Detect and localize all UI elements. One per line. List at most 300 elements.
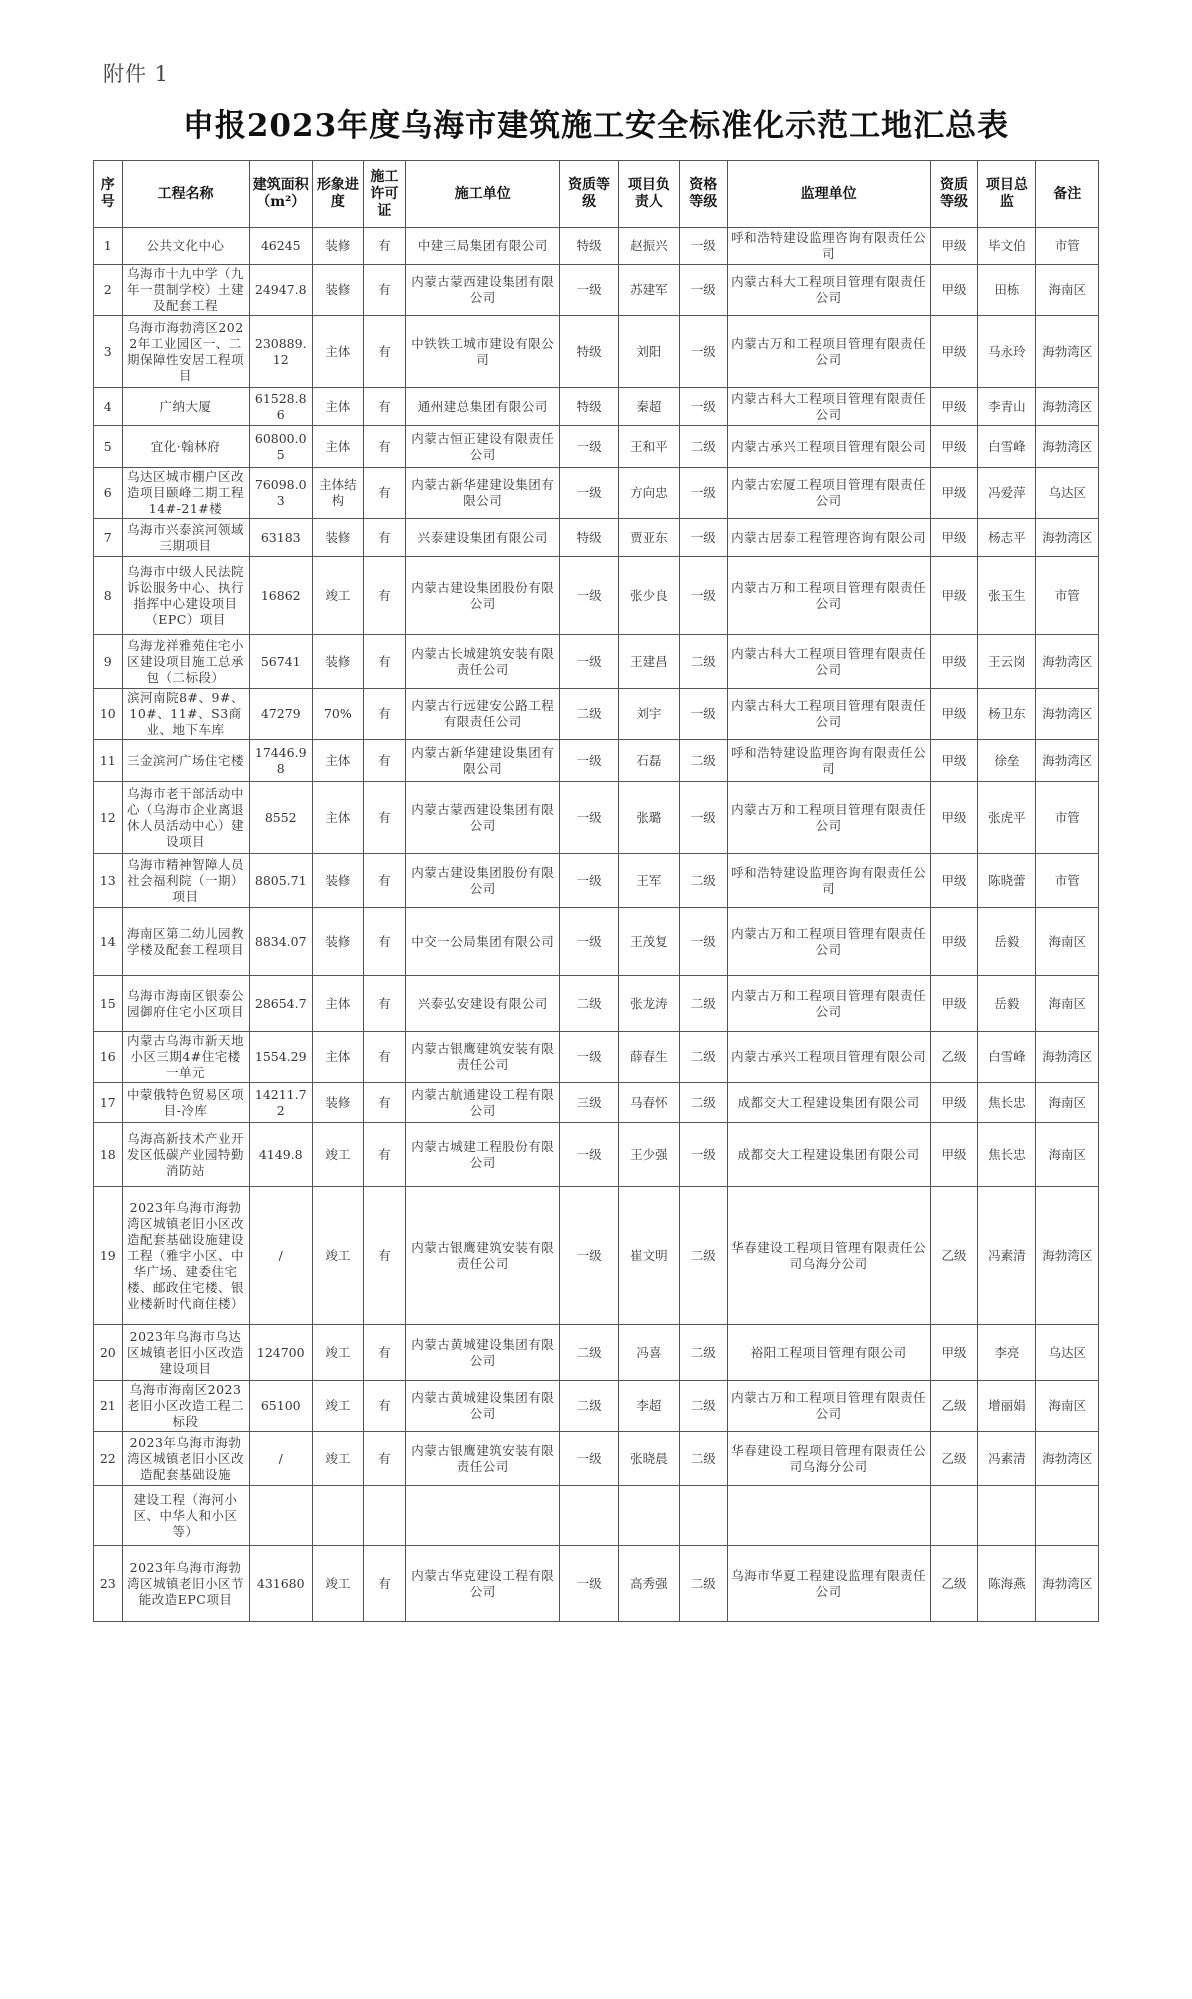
table-cell: 甲级: [930, 635, 978, 689]
table-cell: 二级: [680, 1381, 728, 1432]
col-header: 资格等级: [680, 161, 728, 228]
table-cell: 18: [94, 1123, 123, 1187]
table-cell: 内蒙古华克建设工程有限公司: [406, 1546, 560, 1622]
table-cell: 二级: [680, 1032, 728, 1083]
table-cell: 乌海市十九中学（九年一贯制学校）土建及配套工程: [122, 265, 249, 316]
table-cell: 10: [94, 689, 123, 740]
table-cell: 竣工: [312, 1432, 363, 1486]
table-cell: 有: [363, 1432, 405, 1486]
table-cell: 成都交大工程建设集团有限公司: [727, 1123, 930, 1187]
table-cell: 内蒙古银鹰建筑安装有限责任公司: [406, 1032, 560, 1083]
table-cell: 内蒙古万和工程项目管理有限责任公司: [727, 557, 930, 635]
table-cell: 乌海市精神智障人员社会福利院（一期）项目: [122, 854, 249, 908]
table-cell: [363, 1486, 405, 1546]
table-cell: 有: [363, 557, 405, 635]
table-cell: 中铁铁工城市建设有限公司: [406, 316, 560, 388]
col-header: 建筑面积（m²）: [249, 161, 312, 228]
table-cell: 甲级: [930, 426, 978, 468]
table-cell: 有: [363, 1325, 405, 1381]
col-header: 工程名称: [122, 161, 249, 228]
table-cell: 市管: [1036, 228, 1099, 265]
table-cell: 一级: [560, 265, 618, 316]
table-cell: 有: [363, 468, 405, 519]
table-cell: 岳毅: [978, 908, 1036, 976]
table-row: [94, 635, 1099, 689]
table-cell: 陈海燕: [978, 1546, 1036, 1622]
table-cell: 一级: [560, 468, 618, 519]
table-cell: 华春建设工程项目管理有限责任公司乌海分公司: [727, 1432, 930, 1486]
table-cell: 7: [94, 519, 123, 557]
table-cell: 一级: [680, 316, 728, 388]
table-cell: 海勃湾区: [1036, 426, 1099, 468]
table-cell: 甲级: [930, 388, 978, 426]
table-cell: 4: [94, 388, 123, 426]
table-cell: 甲级: [930, 782, 978, 854]
table-cell: 63183: [249, 519, 312, 557]
table-cell: 20: [94, 1325, 123, 1381]
table-cell: 裕阳工程项目管理有限公司: [727, 1325, 930, 1381]
table-cell: 石磊: [618, 740, 679, 782]
table-cell: 一级: [680, 265, 728, 316]
table-cell: 三级: [560, 1083, 618, 1123]
table-cell: 有: [363, 908, 405, 976]
table-cell: 内蒙古建设集团股份有限公司: [406, 854, 560, 908]
table-cell: 刘阳: [618, 316, 679, 388]
table-cell: 内蒙古行远建安公路工程有限责任公司: [406, 689, 560, 740]
table-cell: 内蒙古新华建建设集团有限公司: [406, 740, 560, 782]
table-row: [94, 265, 1099, 316]
table-cell: 一级: [680, 1123, 728, 1187]
table-cell: 装修: [312, 519, 363, 557]
table-cell: 乌海市海南区银泰公园御府住宅小区项目: [122, 976, 249, 1032]
table-row: [94, 468, 1099, 519]
table-cell: 6: [94, 468, 123, 519]
table-cell: 甲级: [930, 854, 978, 908]
table-row: [94, 228, 1099, 265]
table-cell: 李青山: [978, 388, 1036, 426]
table-cell: 二级: [680, 976, 728, 1032]
col-header: 施工许可证: [363, 161, 405, 228]
table-cell: 市管: [1036, 557, 1099, 635]
table-cell: 装修: [312, 1083, 363, 1123]
table-cell: 海南区: [1036, 1381, 1099, 1432]
table-cell: 内蒙古科大工程项目管理有限责任公司: [727, 689, 930, 740]
table-cell: 一级: [560, 1123, 618, 1187]
table-cell: 贾亚东: [618, 519, 679, 557]
table-cell: 海勃湾区: [1036, 1432, 1099, 1486]
table-cell: 甲级: [930, 265, 978, 316]
table-cell: 有: [363, 228, 405, 265]
summary-table: [93, 160, 1099, 1622]
table-cell: 1: [94, 228, 123, 265]
table-cell: 海勃湾区: [1036, 1546, 1099, 1622]
table-cell: 14211.72: [249, 1083, 312, 1123]
table-cell: 二级: [680, 1546, 728, 1622]
table-cell: 海南区: [1036, 976, 1099, 1032]
table-cell: 中建三局集团有限公司: [406, 228, 560, 265]
table-cell: [930, 1486, 978, 1546]
table-cell: 乌海市兴泰滨河领域三期项目: [122, 519, 249, 557]
table-cell: 王建昌: [618, 635, 679, 689]
table-cell: 8805.71: [249, 854, 312, 908]
table-cell: 高秀强: [618, 1546, 679, 1622]
table-cell: 甲级: [930, 557, 978, 635]
table-cell: 内蒙古蒙西建设集团有限公司: [406, 265, 560, 316]
table-cell: 二级: [680, 1187, 728, 1325]
table-cell: 秦超: [618, 388, 679, 426]
table-cell: 内蒙古银鹰建筑安装有限责任公司: [406, 1187, 560, 1325]
table-cell: 12: [94, 782, 123, 854]
table-cell: 一级: [560, 908, 618, 976]
table-cell: 一级: [680, 782, 728, 854]
table-cell: 2023年乌海市海勃湾区城镇老旧小区节能改造EPC项目: [122, 1546, 249, 1622]
table-cell: 19: [94, 1187, 123, 1325]
table-cell: 成都交大工程建设集团有限公司: [727, 1083, 930, 1123]
table-cell: 呼和浩特建设监理咨询有限责任公司: [727, 854, 930, 908]
table-cell: [618, 1486, 679, 1546]
table-cell: 竣工: [312, 1187, 363, 1325]
table-row: [94, 1123, 1099, 1187]
table-row: [94, 426, 1099, 468]
table-cell: [312, 1486, 363, 1546]
table-cell: 徐垒: [978, 740, 1036, 782]
table-cell: 主体: [312, 976, 363, 1032]
table-cell: 竣工: [312, 1546, 363, 1622]
table-cell: 海勃湾区: [1036, 740, 1099, 782]
table-cell: 二级: [560, 1381, 618, 1432]
table-cell: 焦长忠: [978, 1123, 1036, 1187]
table-cell: 焦长忠: [978, 1083, 1036, 1123]
table-cell: 内蒙古新华建建设集团有限公司: [406, 468, 560, 519]
table-cell: 13: [94, 854, 123, 908]
table-cell: 乙级: [930, 1381, 978, 1432]
table-cell: 一级: [560, 635, 618, 689]
table-cell: 乙级: [930, 1032, 978, 1083]
table-cell: 杨志平: [978, 519, 1036, 557]
table-cell: 主体: [312, 426, 363, 468]
table-cell: 有: [363, 1381, 405, 1432]
table-cell: 白雪峰: [978, 426, 1036, 468]
table-cell: 甲级: [930, 1083, 978, 1123]
table-cell: /: [249, 1432, 312, 1486]
col-header: 备注: [1036, 161, 1099, 228]
table-cell: 有: [363, 1187, 405, 1325]
table-cell: 内蒙古黄城建设集团有限公司: [406, 1381, 560, 1432]
table-cell: 有: [363, 1083, 405, 1123]
table-cell: 张璐: [618, 782, 679, 854]
table-cell: 刘宇: [618, 689, 679, 740]
table-row: [94, 976, 1099, 1032]
table-cell: 白雪峰: [978, 1032, 1036, 1083]
table-cell: 一级: [680, 228, 728, 265]
table-cell: 苏建军: [618, 265, 679, 316]
table-cell: 张玉生: [978, 557, 1036, 635]
table-cell: 冯爱萍: [978, 468, 1036, 519]
table-cell: 特级: [560, 519, 618, 557]
table-cell: 24947.8: [249, 265, 312, 316]
table-cell: 冯素清: [978, 1187, 1036, 1325]
table-cell: 华春建设工程项目管理有限责任公司乌海分公司: [727, 1187, 930, 1325]
table-cell: 乌海市中级人民法院诉讼服务中心、执行指挥中心建设项目（EPC）项目: [122, 557, 249, 635]
table-cell: 兴泰建设集团有限公司: [406, 519, 560, 557]
table-cell: 海勃湾区: [1036, 635, 1099, 689]
table-cell: 市管: [1036, 854, 1099, 908]
table-cell: 甲级: [930, 1123, 978, 1187]
table-cell: 二级: [560, 1325, 618, 1381]
table-cell: 内蒙古建设集团股份有限公司: [406, 557, 560, 635]
table-cell: 海勃湾区: [1036, 1187, 1099, 1325]
attachment-label: 附件 1: [103, 62, 170, 86]
table-cell: 建设工程（海河小区、中华人和小区等）: [122, 1486, 249, 1546]
table-cell: 甲级: [930, 1325, 978, 1381]
table-cell: 张晓晨: [618, 1432, 679, 1486]
col-header: 序号: [94, 161, 123, 228]
table-cell: 海勃湾区: [1036, 388, 1099, 426]
table-cell: 一级: [680, 388, 728, 426]
table-cell: 一级: [680, 908, 728, 976]
table-cell: 有: [363, 854, 405, 908]
col-header: 资质等级: [930, 161, 978, 228]
table-cell: 一级: [560, 1432, 618, 1486]
table-cell: 甲级: [930, 228, 978, 265]
table-cell: 海勃湾区: [1036, 689, 1099, 740]
table-cell: 二级: [680, 635, 728, 689]
table-cell: 特级: [560, 228, 618, 265]
table-cell: 呼和浩特建设监理咨询有限责任公司: [727, 228, 930, 265]
table-cell: [978, 1486, 1036, 1546]
table-row: [94, 1325, 1099, 1381]
col-header: 项目总监: [978, 161, 1036, 228]
table-row: [94, 1032, 1099, 1083]
table-cell: 5: [94, 426, 123, 468]
table-cell: 一级: [560, 1187, 618, 1325]
table-cell: 65100: [249, 1381, 312, 1432]
table-cell: 有: [363, 1546, 405, 1622]
table-cell: 一级: [560, 426, 618, 468]
table-cell: 21: [94, 1381, 123, 1432]
table-row: [94, 1187, 1099, 1325]
table-cell: 王少强: [618, 1123, 679, 1187]
table-cell: 张龙涛: [618, 976, 679, 1032]
table-row: [94, 740, 1099, 782]
table-cell: 二级: [680, 1083, 728, 1123]
table-cell: 内蒙古万和工程项目管理有限责任公司: [727, 1381, 930, 1432]
table-cell: 特级: [560, 388, 618, 426]
table-cell: 一级: [560, 557, 618, 635]
table-cell: 56741: [249, 635, 312, 689]
table-cell: [727, 1486, 930, 1546]
table-cell: 中蒙俄特色贸易区项目-冷库: [122, 1083, 249, 1123]
table-cell: 60800.05: [249, 426, 312, 468]
table-cell: 海勃湾区: [1036, 519, 1099, 557]
table-cell: [249, 1486, 312, 1546]
table-cell: 增丽娟: [978, 1381, 1036, 1432]
table-cell: 70%: [312, 689, 363, 740]
table-cell: 有: [363, 265, 405, 316]
table-cell: 田栋: [978, 265, 1036, 316]
col-header: 项目负责人: [618, 161, 679, 228]
table-cell: 薛春生: [618, 1032, 679, 1083]
table-header-row: [94, 161, 1099, 228]
table-cell: 一级: [560, 1546, 618, 1622]
table-cell: 22: [94, 1432, 123, 1486]
table-cell: 有: [363, 782, 405, 854]
table-cell: 61528.86: [249, 388, 312, 426]
table-cell: 赵振兴: [618, 228, 679, 265]
table-cell: 主体: [312, 782, 363, 854]
table-cell: 乙级: [930, 1546, 978, 1622]
table-cell: 主体结构: [312, 468, 363, 519]
col-header: 资质等级: [560, 161, 618, 228]
table-cell: 有: [363, 689, 405, 740]
table-cell: 王和平: [618, 426, 679, 468]
table-cell: 滨河南院8#、9#、10#、11#、S3商业、地下车库: [122, 689, 249, 740]
table-cell: 内蒙古万和工程项目管理有限责任公司: [727, 976, 930, 1032]
table-cell: 马永玲: [978, 316, 1036, 388]
table-cell: 李超: [618, 1381, 679, 1432]
table-cell: 内蒙古航通建设工程有限公司: [406, 1083, 560, 1123]
table-cell: 乌海龙祥雅苑住宅小区建设项目施工总承包（二标段）: [122, 635, 249, 689]
table-cell: 装修: [312, 854, 363, 908]
table-cell: 23: [94, 1546, 123, 1622]
table-cell: 竣工: [312, 1325, 363, 1381]
table-cell: 海勃湾区: [1036, 316, 1099, 388]
table-cell: 王云岗: [978, 635, 1036, 689]
table-cell: 16: [94, 1032, 123, 1083]
table-cell: 马春怀: [618, 1083, 679, 1123]
table-cell: 8552: [249, 782, 312, 854]
table-cell: 乙级: [930, 1432, 978, 1486]
table-cell: 2023年乌海市海勃湾区城镇老旧小区改造配套基础设施建设工程（雅宇小区、中华广场、建委住宅楼、邮政住宅楼、银业楼新时代商住楼）: [122, 1187, 249, 1325]
table-cell: [94, 1486, 123, 1546]
table-cell: [406, 1486, 560, 1546]
page-title: 申报2023年度乌海市建筑施工安全标准化示范工地汇总表: [182, 108, 1010, 144]
table-cell: 甲级: [930, 316, 978, 388]
table-cell: 47279: [249, 689, 312, 740]
table-cell: 内蒙古科大工程项目管理有限责任公司: [727, 265, 930, 316]
table-cell: 通州建总集团有限公司: [406, 388, 560, 426]
col-header: 施工单位: [406, 161, 560, 228]
table-cell: 杨卫东: [978, 689, 1036, 740]
table-cell: 装修: [312, 228, 363, 265]
table-cell: 76098.03: [249, 468, 312, 519]
table-cell: 有: [363, 316, 405, 388]
table-cell: 王茂复: [618, 908, 679, 976]
table-cell: 内蒙古承兴工程项目管理有限公司: [727, 426, 930, 468]
table-cell: 14: [94, 908, 123, 976]
table-cell: 16862: [249, 557, 312, 635]
table-cell: 内蒙古万和工程项目管理有限责任公司: [727, 908, 930, 976]
table-cell: 甲级: [930, 519, 978, 557]
table-cell: 15: [94, 976, 123, 1032]
table-cell: 乌海高新技术产业开发区低碳产业园特勤消防站: [122, 1123, 249, 1187]
table-cell: 甲级: [930, 740, 978, 782]
table-cell: 特级: [560, 316, 618, 388]
table-cell: [680, 1486, 728, 1546]
table-cell: 2023年乌海市海勃湾区城镇老旧小区改造配套基础设施: [122, 1432, 249, 1486]
table-cell: 甲级: [930, 908, 978, 976]
table-row: [94, 388, 1099, 426]
table-cell: 主体: [312, 316, 363, 388]
table-cell: 17: [94, 1083, 123, 1123]
table-cell: 中交一公局集团有限公司: [406, 908, 560, 976]
table-cell: 有: [363, 388, 405, 426]
col-header: 监理单位: [727, 161, 930, 228]
table-cell: 广纳大厦: [122, 388, 249, 426]
table-cell: 内蒙古恒正建设有限责任公司: [406, 426, 560, 468]
table-cell: 甲级: [930, 689, 978, 740]
table-cell: 竣工: [312, 1123, 363, 1187]
table-cell: 内蒙古万和工程项目管理有限责任公司: [727, 316, 930, 388]
table-cell: 17446.98: [249, 740, 312, 782]
table-cell: 二级: [680, 854, 728, 908]
table-cell: [1036, 1486, 1099, 1546]
table-cell: 8: [94, 557, 123, 635]
table-cell: 内蒙古承兴工程项目管理有限公司: [727, 1032, 930, 1083]
table-cell: 竣工: [312, 1381, 363, 1432]
table-cell: 王军: [618, 854, 679, 908]
table-cell: 431680: [249, 1546, 312, 1622]
table-cell: 张虎平: [978, 782, 1036, 854]
table-cell: 海南区第二幼儿园教学楼及配套工程项目: [122, 908, 249, 976]
table-cell: 海南区: [1036, 265, 1099, 316]
table-cell: 李亮: [978, 1325, 1036, 1381]
table-cell: 2023年乌海市乌达区城镇老旧小区改造建设项目: [122, 1325, 249, 1381]
table-cell: 内蒙古科大工程项目管理有限责任公司: [727, 635, 930, 689]
table-cell: 乌达区: [1036, 1325, 1099, 1381]
table-cell: 9: [94, 635, 123, 689]
table-cell: 海南区: [1036, 1083, 1099, 1123]
table-cell: 乌海市老干部活动中心（乌海市企业离退休人员活动中心）建设项目: [122, 782, 249, 854]
table-cell: 一级: [560, 1032, 618, 1083]
table-cell: 124700: [249, 1325, 312, 1381]
table-cell: 一级: [680, 557, 728, 635]
table-cell: 一级: [680, 689, 728, 740]
table-cell: 内蒙古居泰工程管理咨询有限公司: [727, 519, 930, 557]
table-cell: 内蒙古万和工程项目管理有限责任公司: [727, 782, 930, 854]
table-row: [94, 1083, 1099, 1123]
table-cell: 2: [94, 265, 123, 316]
table-cell: 主体: [312, 388, 363, 426]
table-cell: 有: [363, 1032, 405, 1083]
table-cell: 市管: [1036, 782, 1099, 854]
table-row: [94, 782, 1099, 854]
table-cell: 乙级: [930, 1187, 978, 1325]
table-cell: /: [249, 1187, 312, 1325]
table-row: [94, 689, 1099, 740]
table-cell: 有: [363, 976, 405, 1032]
col-header: 形象进度: [312, 161, 363, 228]
table-cell: 三金滨河广场住宅楼: [122, 740, 249, 782]
table-cell: 主体: [312, 1032, 363, 1083]
table-cell: 一级: [560, 782, 618, 854]
table-cell: 宜化·翰林府: [122, 426, 249, 468]
table-cell: 一级: [560, 854, 618, 908]
table-cell: 有: [363, 740, 405, 782]
table-cell: 呼和浩特建设监理咨询有限责任公司: [727, 740, 930, 782]
table-row: [94, 1546, 1099, 1622]
table-cell: 11: [94, 740, 123, 782]
table-cell: 内蒙古黄城建设集团有限公司: [406, 1325, 560, 1381]
table-cell: 内蒙古蒙西建设集团有限公司: [406, 782, 560, 854]
table-cell: [560, 1486, 618, 1546]
table-cell: 二级: [680, 1325, 728, 1381]
table-cell: 有: [363, 426, 405, 468]
table-cell: 乌海市海南区2023老旧小区改造工程二标段: [122, 1381, 249, 1432]
table-cell: 内蒙古宏厦工程项目管理有限责任公司: [727, 468, 930, 519]
table-cell: 二级: [680, 1432, 728, 1486]
table-cell: 内蒙古长城建筑安装有限责任公司: [406, 635, 560, 689]
